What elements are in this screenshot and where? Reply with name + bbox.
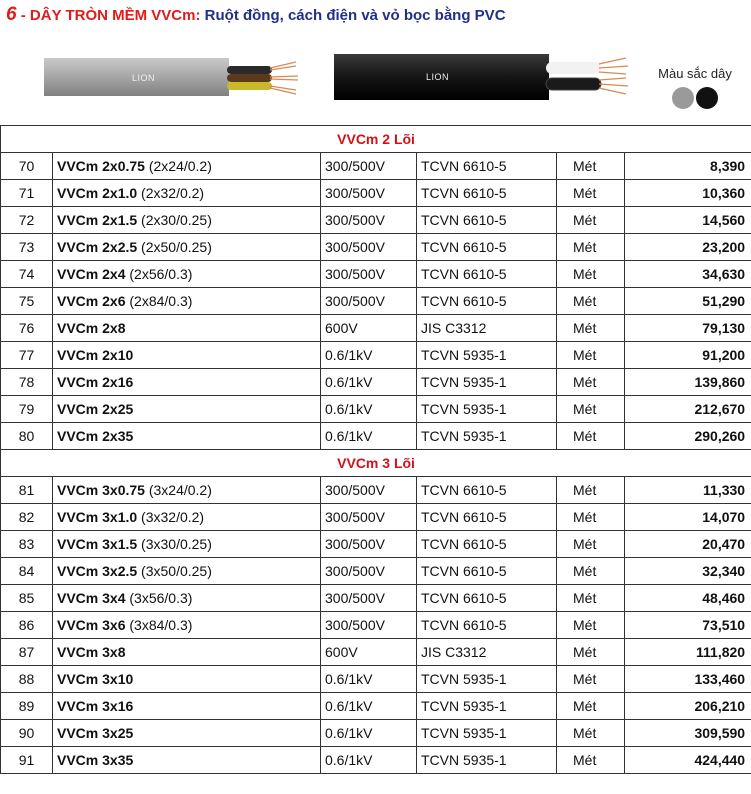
unit: Mét [557, 720, 625, 747]
price: 23,200 [625, 234, 751, 261]
price: 20,470 [625, 531, 751, 558]
product-spec: (3x50/0.25) [137, 563, 212, 579]
unit: Mét [557, 585, 625, 612]
unit: Mét [557, 693, 625, 720]
product-name: VVCm 2x4 [57, 266, 126, 282]
row-index: 77 [1, 342, 53, 369]
price: 14,560 [625, 207, 751, 234]
row-index: 72 [1, 207, 53, 234]
row-index: 75 [1, 288, 53, 315]
grey-cable-image [44, 52, 304, 104]
product-spec: (3x56/0.3) [125, 590, 193, 606]
product-name: VVCm 2x8 [57, 320, 126, 336]
table-row [1, 639, 751, 666]
table-row [1, 153, 751, 180]
product-spec: (3x24/0.2) [144, 482, 212, 498]
page-title [6, 4, 506, 26]
standard: TCVN 5935-1 [417, 369, 557, 396]
grey-cable-brand: LION [132, 73, 156, 83]
product-name-cell [53, 558, 321, 585]
standard: TCVN 6610-5 [417, 288, 557, 315]
voltage-rating: 300/500V [321, 531, 417, 558]
product-name-cell [53, 153, 321, 180]
standard: JIS C3312 [417, 639, 557, 666]
row-index: 78 [1, 369, 53, 396]
row-index: 80 [1, 423, 53, 450]
grey-color-swatch [672, 87, 694, 109]
price: 290,260 [625, 423, 751, 450]
product-name: VVCm 2x6 [57, 293, 126, 309]
product-name-cell [53, 342, 321, 369]
unit: Mét [557, 315, 625, 342]
product-name: VVCm 3x25 [57, 725, 134, 741]
voltage-rating: 300/500V [321, 153, 417, 180]
product-name-cell [53, 315, 321, 342]
standard: TCVN 6610-5 [417, 558, 557, 585]
unit: Mét [557, 396, 625, 423]
product-name: VVCm 3x0.75 [57, 482, 145, 498]
price: 8,390 [625, 153, 751, 180]
table-row [1, 234, 751, 261]
standard: TCVN 6610-5 [417, 180, 557, 207]
unit: Mét [557, 207, 625, 234]
unit: Mét [557, 558, 625, 585]
product-name-cell [53, 477, 321, 504]
voltage-rating: 300/500V [321, 261, 417, 288]
product-spec: (2x32/0.2) [137, 185, 205, 201]
unit: Mét [557, 666, 625, 693]
product-name-cell [53, 423, 321, 450]
price: 309,590 [625, 720, 751, 747]
standard: TCVN 5935-1 [417, 693, 557, 720]
group-heading: VVCm 3 Lõi [1, 450, 751, 477]
product-name-cell [53, 531, 321, 558]
product-name: VVCm 3x6 [57, 617, 126, 633]
row-index: 76 [1, 315, 53, 342]
table-row [1, 585, 751, 612]
product-name-cell [53, 747, 321, 774]
standard: TCVN 6610-5 [417, 261, 557, 288]
voltage-rating: 0.6/1kV [321, 423, 417, 450]
standard: TCVN 6610-5 [417, 531, 557, 558]
product-name-cell [53, 207, 321, 234]
product-name-cell [53, 504, 321, 531]
table-row [1, 477, 751, 504]
row-index: 85 [1, 585, 53, 612]
price: 212,670 [625, 396, 751, 423]
price: 424,440 [625, 747, 751, 774]
voltage-rating: 300/500V [321, 612, 417, 639]
price: 139,860 [625, 369, 751, 396]
table-row [1, 720, 751, 747]
unit: Mét [557, 639, 625, 666]
black-cable-brand: LION [426, 72, 450, 82]
product-name-cell [53, 612, 321, 639]
unit: Mét [557, 234, 625, 261]
standard: TCVN 5935-1 [417, 666, 557, 693]
section-number: 6 [6, 4, 17, 25]
product-spec: (2x30/0.25) [137, 212, 212, 228]
standard: JIS C3312 [417, 315, 557, 342]
table-row [1, 747, 751, 774]
price: 133,460 [625, 666, 751, 693]
wire-colors-label: Màu sắc dây [658, 66, 732, 81]
row-index: 70 [1, 153, 53, 180]
voltage-rating: 300/500V [321, 234, 417, 261]
row-index: 89 [1, 693, 53, 720]
row-index: 73 [1, 234, 53, 261]
voltage-rating: 300/500V [321, 477, 417, 504]
group-heading: VVCm 2 Lõi [1, 126, 751, 153]
row-index: 79 [1, 396, 53, 423]
row-index: 91 [1, 747, 53, 774]
voltage-rating: 0.6/1kV [321, 720, 417, 747]
wire-colors [645, 66, 745, 109]
unit: Mét [557, 180, 625, 207]
voltage-rating: 300/500V [321, 558, 417, 585]
product-name: VVCm 3x35 [57, 752, 134, 768]
product-name-cell [53, 396, 321, 423]
voltage-rating: 0.6/1kV [321, 666, 417, 693]
row-index: 90 [1, 720, 53, 747]
unit: Mét [557, 477, 625, 504]
unit: Mét [557, 531, 625, 558]
price: 48,460 [625, 585, 751, 612]
table-row [1, 261, 751, 288]
product-name: VVCm 3x10 [57, 671, 134, 687]
product-name: VVCm 2x1.5 [57, 212, 138, 228]
product-name-cell [53, 666, 321, 693]
row-index: 87 [1, 639, 53, 666]
price: 34,630 [625, 261, 751, 288]
row-index: 81 [1, 477, 53, 504]
price: 11,330 [625, 477, 751, 504]
group-header-row [1, 126, 751, 153]
product-spec: (3x84/0.3) [125, 617, 193, 633]
product-spec: (3x30/0.25) [137, 536, 212, 552]
standard: TCVN 6610-5 [417, 207, 557, 234]
unit: Mét [557, 342, 625, 369]
price: 79,130 [625, 315, 751, 342]
price: 111,820 [625, 639, 751, 666]
voltage-rating: 300/500V [321, 180, 417, 207]
voltage-rating: 0.6/1kV [321, 396, 417, 423]
standard: TCVN 5935-1 [417, 720, 557, 747]
product-name: VVCm 3x1.0 [57, 509, 138, 525]
voltage-rating: 600V [321, 315, 417, 342]
table-row [1, 693, 751, 720]
table-row [1, 342, 751, 369]
table-row [1, 315, 751, 342]
row-index: 82 [1, 504, 53, 531]
voltage-rating: 0.6/1kV [321, 693, 417, 720]
unit: Mét [557, 423, 625, 450]
standard: TCVN 6610-5 [417, 234, 557, 261]
product-spec: (3x32/0.2) [137, 509, 205, 525]
product-name: VVCm 3x16 [57, 698, 134, 714]
product-name: VVCm 2x35 [57, 428, 134, 444]
product-name-cell [53, 639, 321, 666]
voltage-rating: 0.6/1kV [321, 747, 417, 774]
product-name: VVCm 2x25 [57, 401, 134, 417]
standard: TCVN 5935-1 [417, 423, 557, 450]
voltage-rating: 300/500V [321, 585, 417, 612]
row-index: 84 [1, 558, 53, 585]
product-name: VVCm 3x4 [57, 590, 126, 606]
unit: Mét [557, 288, 625, 315]
standard: TCVN 6610-5 [417, 585, 557, 612]
unit: Mét [557, 153, 625, 180]
standard: TCVN 6610-5 [417, 612, 557, 639]
standard: TCVN 5935-1 [417, 747, 557, 774]
voltage-rating: 0.6/1kV [321, 369, 417, 396]
price: 91,200 [625, 342, 751, 369]
voltage-rating: 300/500V [321, 504, 417, 531]
product-name-cell [53, 720, 321, 747]
black-color-swatch [696, 87, 718, 109]
product-name-cell [53, 369, 321, 396]
price-table [0, 125, 751, 774]
price: 14,070 [625, 504, 751, 531]
voltage-rating: 600V [321, 639, 417, 666]
voltage-rating: 0.6/1kV [321, 342, 417, 369]
table-row [1, 423, 751, 450]
product-spec: (2x84/0.3) [125, 293, 193, 309]
voltage-rating: 300/500V [321, 288, 417, 315]
table-row [1, 612, 751, 639]
title-description: Ruột đồng, cách điện và vỏ bọc bằng PVC [204, 7, 506, 24]
product-name: VVCm 2x0.75 [57, 158, 145, 174]
unit: Mét [557, 261, 625, 288]
product-name-cell [53, 234, 321, 261]
table-row [1, 504, 751, 531]
table-row [1, 288, 751, 315]
unit: Mét [557, 369, 625, 396]
price: 51,290 [625, 288, 751, 315]
table-row [1, 207, 751, 234]
voltage-rating: 300/500V [321, 207, 417, 234]
product-name: VVCm 3x1.5 [57, 536, 138, 552]
standard: TCVN 6610-5 [417, 477, 557, 504]
standard: TCVN 6610-5 [417, 153, 557, 180]
table-row [1, 396, 751, 423]
product-name-cell [53, 585, 321, 612]
table-row [1, 666, 751, 693]
row-index: 74 [1, 261, 53, 288]
standard: TCVN 6610-5 [417, 504, 557, 531]
product-name: VVCm 2x10 [57, 347, 134, 363]
row-index: 71 [1, 180, 53, 207]
product-spec: (2x56/0.3) [125, 266, 193, 282]
product-name: VVCm 3x2.5 [57, 563, 138, 579]
product-name-cell [53, 261, 321, 288]
row-index: 83 [1, 531, 53, 558]
unit: Mét [557, 612, 625, 639]
table-row [1, 558, 751, 585]
product-name: VVCm 3x8 [57, 644, 126, 660]
black-cable-image [334, 48, 634, 106]
product-spec: (2x50/0.25) [137, 239, 212, 255]
product-name: VVCm 2x1.0 [57, 185, 138, 201]
row-index: 86 [1, 612, 53, 639]
product-name-cell [53, 180, 321, 207]
unit: Mét [557, 747, 625, 774]
table-row [1, 369, 751, 396]
price: 10,360 [625, 180, 751, 207]
standard: TCVN 5935-1 [417, 396, 557, 423]
table-row [1, 180, 751, 207]
product-name-cell [53, 288, 321, 315]
product-name: VVCm 2x2.5 [57, 239, 138, 255]
product-spec: (2x24/0.2) [144, 158, 212, 174]
standard: TCVN 5935-1 [417, 342, 557, 369]
group-header-row [1, 450, 751, 477]
row-index: 88 [1, 666, 53, 693]
unit: Mét [557, 504, 625, 531]
title-prefix: - DÂY TRÒN MỀM VVCm: [16, 7, 205, 24]
product-name-cell [53, 693, 321, 720]
product-name: VVCm 2x16 [57, 374, 134, 390]
table-row [1, 531, 751, 558]
price: 32,340 [625, 558, 751, 585]
price: 206,210 [625, 693, 751, 720]
price: 73,510 [625, 612, 751, 639]
